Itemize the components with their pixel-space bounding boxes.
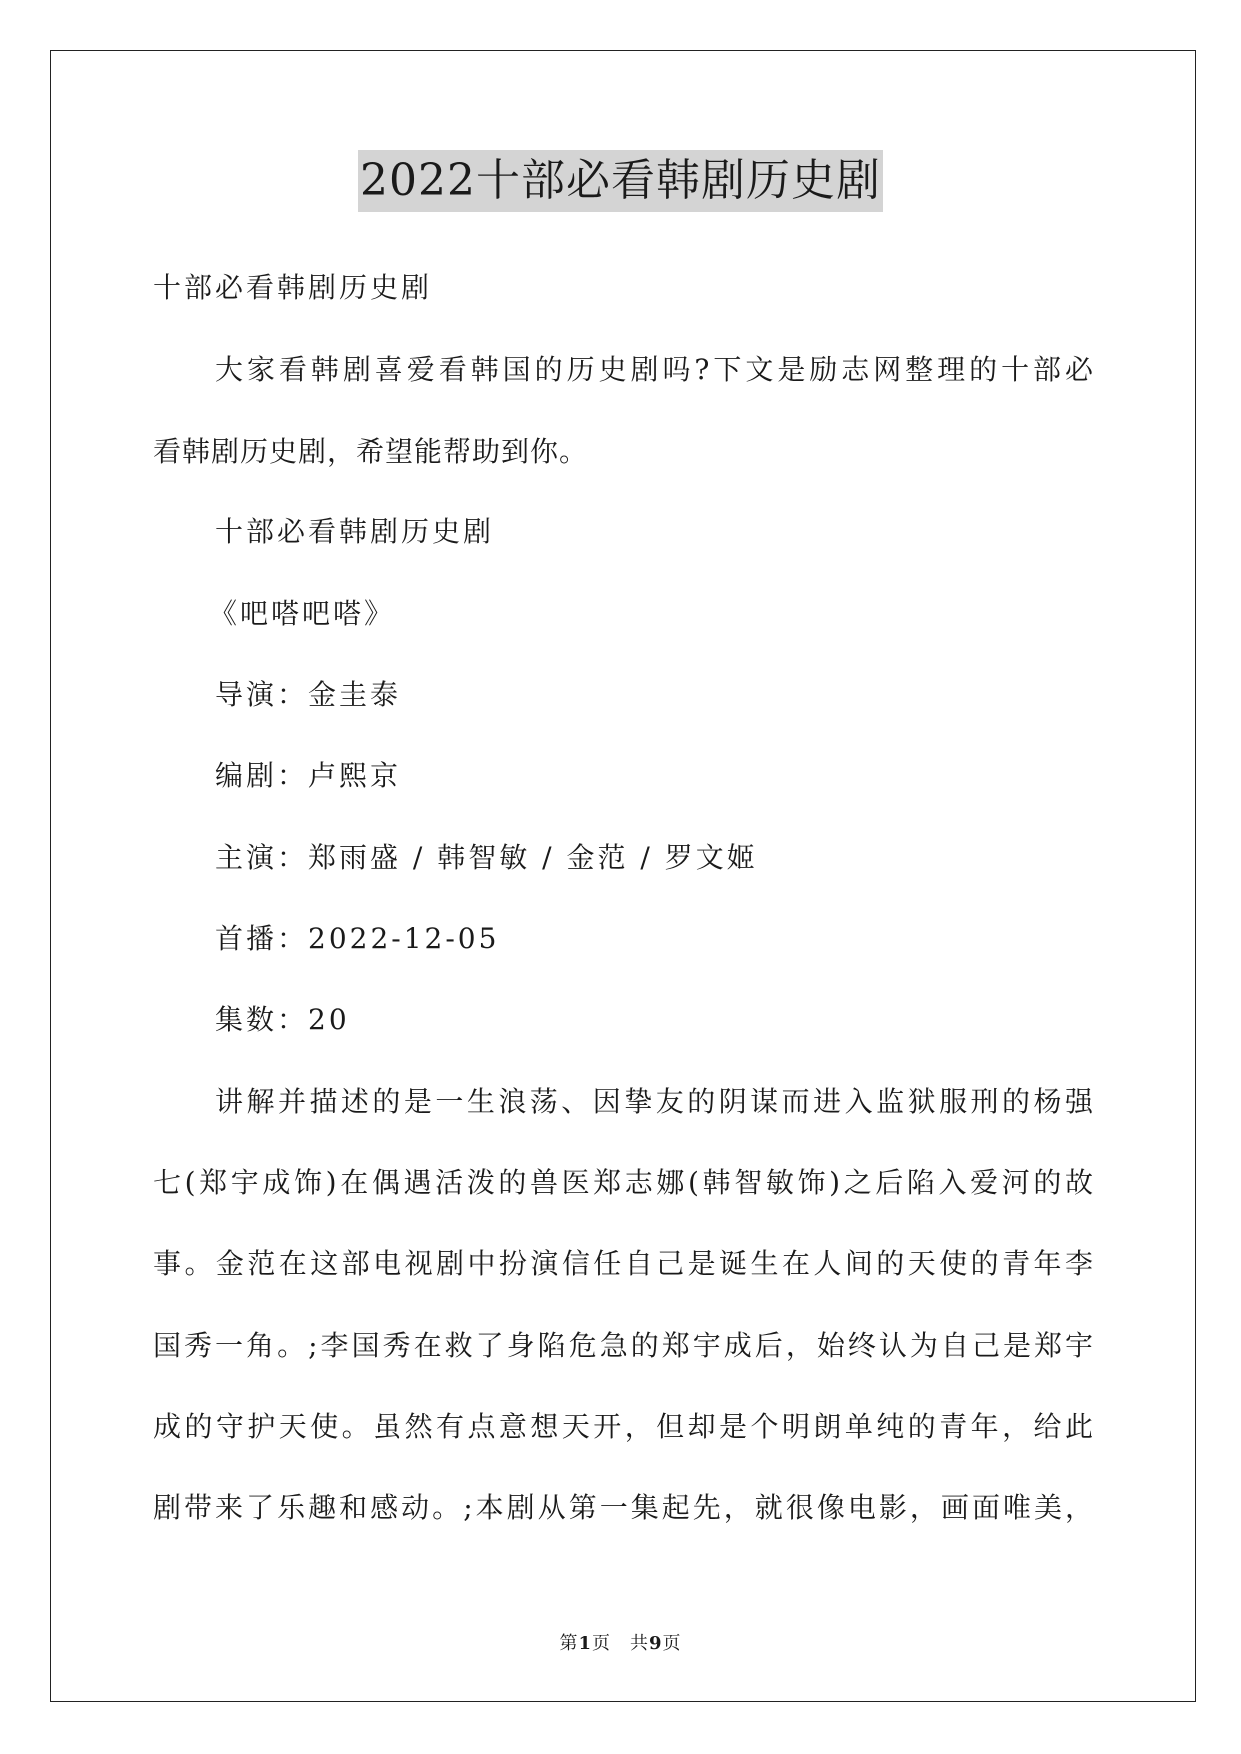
synopsis-line-5: 成的守护天使。虽然有点意想天开，但却是个明朗单纯的青年，给此 <box>153 1410 1093 1443</box>
document-subtitle: 十部必看韩剧历史剧 <box>153 271 433 304</box>
synopsis-line-6: 剧带来了乐趣和感动。;本剧从第一集起先，就很像电影，画面唯美， <box>153 1491 1093 1524</box>
drama-cast: 主演：郑雨盛 / 韩智敏 / 金范 / 罗文姬 <box>215 841 758 874</box>
current-page-number: 1 <box>578 1633 592 1654</box>
title-wrap <box>0 150 1241 212</box>
footer-total-suffix: 页 <box>662 1633 682 1654</box>
drama-director: 导演：金圭泰 <box>215 678 402 711</box>
page-footer <box>0 1632 1241 1656</box>
synopsis-line-3: 事。金范在这部电视剧中扮演信任自己是诞生在人间的天使的青年李 <box>153 1247 1093 1280</box>
footer-page-suffix: 页 共 <box>592 1633 649 1654</box>
drama-name: 《吧嗒吧嗒》 <box>209 597 396 630</box>
total-pages-number: 9 <box>649 1633 663 1654</box>
drama-episodes: 集数：20 <box>215 1003 350 1036</box>
document-title: 2022十部必看韩剧历史剧 <box>358 150 883 212</box>
intro-line-1: 大家看韩剧喜爱看韩国的历史剧吗?下文是励志网整理的十部必 <box>215 353 1093 386</box>
section-heading: 十部必看韩剧历史剧 <box>215 515 495 548</box>
synopsis-line-2: 七(郑宇成饰)在偶遇活泼的兽医郑志娜(韩智敏饰)之后陷入爱河的故 <box>153 1166 1093 1199</box>
drama-writer: 编剧：卢熙京 <box>215 759 402 792</box>
synopsis-line-4: 国秀一角。;李国秀在救了身陷危急的郑宇成后，始终认为自己是郑宇 <box>153 1329 1093 1362</box>
footer-prefix: 第 <box>559 1633 579 1654</box>
drama-premiere: 首播：2022-12-05 <box>215 922 500 955</box>
intro-line-2: 看韩剧历史剧，希望能帮助到你。 <box>153 435 589 468</box>
synopsis-line-1: 讲解并描述的是一生浪荡、因挚友的阴谋而进入监狱服刑的杨强 <box>215 1085 1093 1118</box>
